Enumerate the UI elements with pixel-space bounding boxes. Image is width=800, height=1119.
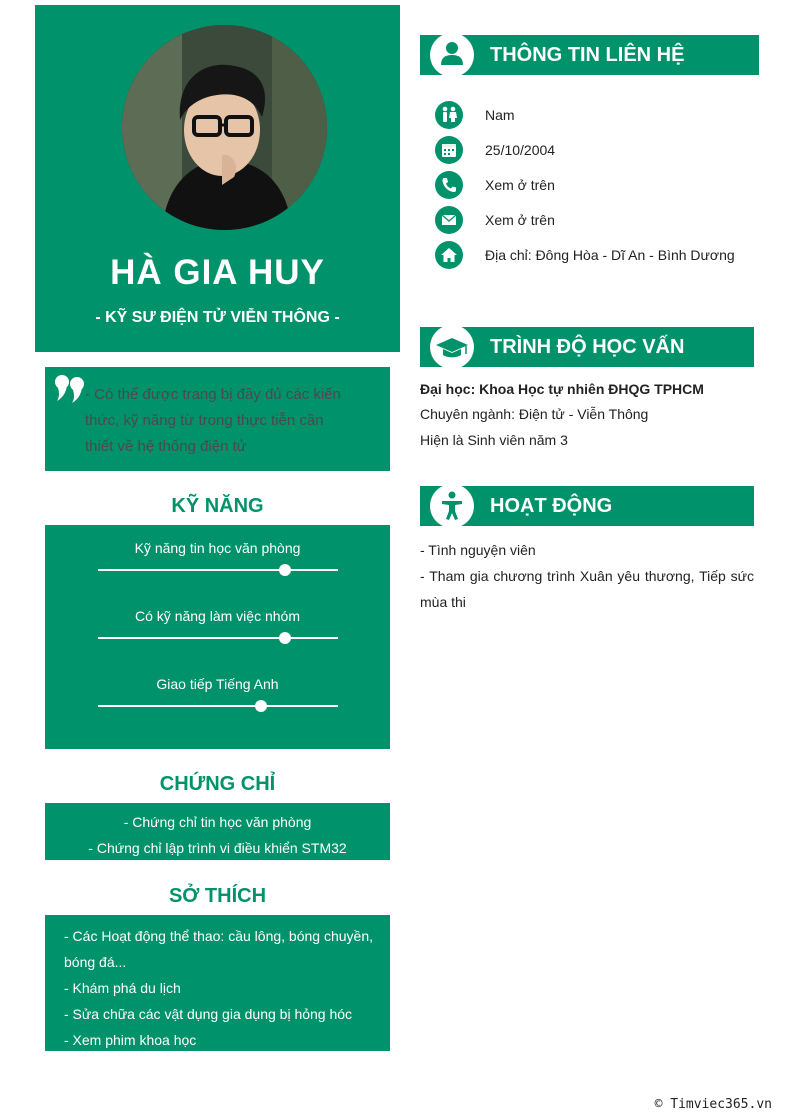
email-text: Xem ở trên (485, 212, 555, 228)
education-status: Hiện là Sinh viên năm 3 (420, 432, 568, 448)
skill-label: Có kỹ năng làm việc nhóm (135, 608, 300, 624)
activities-header (420, 486, 754, 526)
activities-list (420, 537, 754, 615)
hobby-item: - Xem phim khoa học (64, 1032, 197, 1048)
graduation-cap-icon (430, 325, 474, 369)
activity-item: - Tham gia chương trình Xuân yêu thương, Tiếp sức mùa thi (420, 568, 754, 610)
phone-text: Xem ở trên (485, 177, 555, 193)
education-major: Chuyên ngành: Điện tử - Viễn Thông (420, 406, 649, 422)
education-header (420, 327, 754, 367)
person-icon (430, 33, 474, 77)
footer-credit: © Timviec365.vn (654, 1097, 772, 1112)
skill-bar (98, 705, 338, 707)
accessibility-icon (430, 484, 474, 528)
gender-icon (435, 101, 463, 129)
contact-header (420, 35, 759, 75)
skills-title: KỸ NĂNG (171, 495, 264, 517)
certificates-title: CHỨNG CHỈ (159, 773, 276, 795)
gender-text: Nam (485, 107, 515, 123)
education-title: TRÌNH ĐỘ HỌC VẤN (490, 336, 685, 358)
contact-phone (435, 171, 775, 201)
hobbies-title: SỞ THÍCH (168, 885, 267, 907)
skill-item (45, 608, 390, 658)
activity-item: - Tình nguyện viên (420, 542, 536, 558)
profile-photo (122, 25, 327, 230)
hobby-item: - Các Hoạt động thể thao: cầu lông, bóng chuyền, bóng đá... (64, 928, 373, 970)
skill-item (45, 540, 390, 590)
hobbies-panel (45, 915, 390, 1051)
phone-icon (435, 171, 463, 199)
contact-email (435, 206, 775, 236)
skills-panel (45, 525, 390, 749)
skill-label: Giao tiếp Tiếng Anh (156, 676, 279, 692)
birthday-text: 25/10/2004 (485, 142, 556, 158)
contact-title: THÔNG TIN LIÊN HỆ (490, 44, 685, 66)
skill-level-knob (255, 700, 267, 712)
quote-icon (53, 373, 87, 403)
email-icon (435, 206, 463, 234)
home-icon (435, 241, 463, 269)
certificate-item: - Chứng chỉ tin học văn phòng (123, 814, 312, 830)
objective-text: - Có thể được trang bị đầy đủ các kiến thức, kỹ năng từ trong thực tiễn cần thiết về hệ thống điện tử (85, 386, 341, 455)
certificate-item: - Chứng chỉ lập trình vi điều khiển STM32 (88, 840, 347, 856)
address-text: Địa chỉ: Đông Hòa - Dĩ An - Bình Dương (485, 247, 735, 263)
skill-item (45, 676, 390, 726)
hobby-item: - Sửa chữa các vật dụng gia dụng bị hỏng hóc (64, 1006, 353, 1022)
contact-gender (435, 101, 775, 131)
career-objective (45, 367, 390, 471)
activities-title: HOẠT ĐỘNG (490, 495, 613, 517)
skill-level-knob (279, 632, 291, 644)
job-title: - KỸ SƯ ĐIỆN TỬ VIỄN THÔNG - (95, 309, 340, 326)
contact-address (435, 241, 775, 271)
profile-header (35, 5, 400, 352)
education-school: Đại học: Khoa Học tự nhiên ĐHQG TPHCM (420, 381, 704, 397)
contact-birthday (435, 136, 775, 166)
certificates-panel (45, 803, 390, 860)
hobbies-list (64, 923, 374, 1053)
skill-level-knob (279, 564, 291, 576)
skill-label: Kỹ năng tin học văn phòng (134, 540, 301, 556)
skill-bar (98, 637, 338, 639)
hobby-item: - Khám phá du lịch (64, 980, 181, 996)
skill-bar (98, 569, 338, 571)
calendar-icon (435, 136, 463, 164)
person-name: HÀ GIA HUY (110, 253, 325, 292)
